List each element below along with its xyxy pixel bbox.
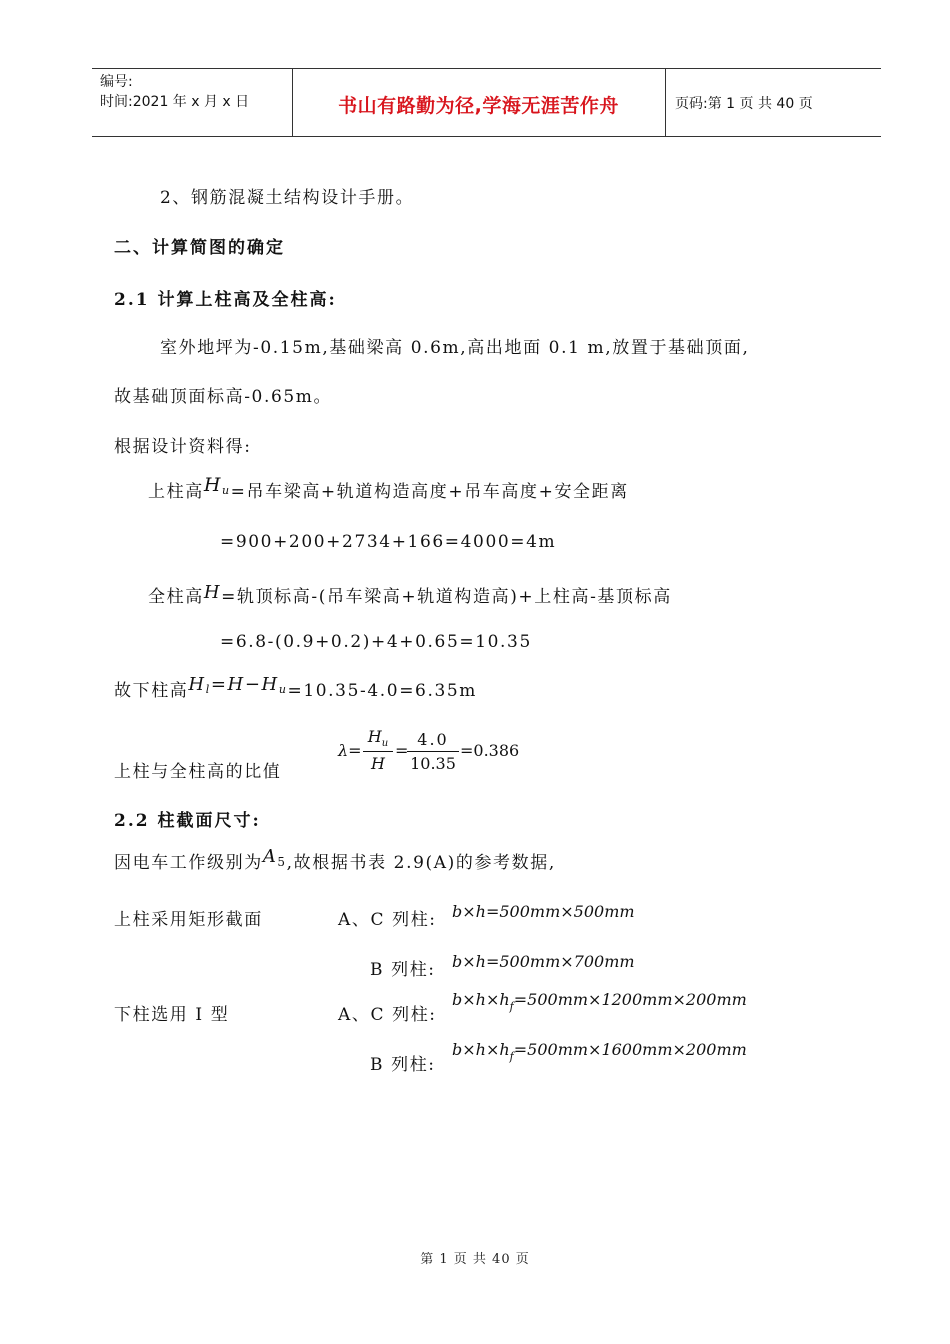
formula-label: 全柱高 — [148, 587, 204, 607]
header-motto: 书山有路勤为径,学海无涯苦作舟 — [338, 95, 619, 117]
header-time: 时间:2021 年 x 月 x 日 — [100, 94, 250, 110]
dimension-value: $b\times h\times h_f=500mm\times 1600mm\times 200mm$ — [452, 1040, 747, 1063]
fraction-denominator: H — [371, 754, 385, 773]
math-expression: =H−H — [210, 674, 279, 695]
upper-column-label: 上柱采用矩形截面 — [114, 910, 263, 930]
ratio-fraction-numeric — [407, 730, 459, 776]
subsection-heading-2-2: 2.2 柱截面尺寸: — [114, 811, 261, 831]
header-meta — [100, 72, 249, 112]
column-group-label: A、C 列柱: — [338, 1005, 437, 1025]
formula-label: 故下柱高 — [114, 681, 189, 701]
ratio-fraction-symbolic — [363, 727, 393, 775]
reference-item-2: 2、钢筋混凝土结构设计手册。 — [160, 188, 415, 208]
header-number: 编号: — [100, 74, 133, 90]
ratio-result: =0.386 — [460, 741, 520, 760]
ratio-equals: = — [395, 741, 409, 760]
column-group-label: B 列柱: — [370, 1055, 436, 1075]
math-subscript: l — [205, 683, 211, 696]
page-footer: 第 1 页 共 40 页 — [420, 1252, 530, 1267]
formula-upper-height — [148, 474, 629, 502]
paragraph-line: 因电车工作级别为A5,故根据书表 2.9(A)的参考数据, — [114, 846, 556, 873]
fraction-denominator: 10.35 — [410, 754, 456, 773]
ratio-label: 上柱与全柱高的比值 — [114, 762, 282, 782]
math-subscript: u — [221, 484, 231, 497]
paragraph-line: 根据设计资料得: — [114, 437, 252, 457]
page-header — [92, 68, 881, 137]
paragraph-line: 室外地坪为-0.15m,基础梁高 0.6m,高出地面 0.1 m,放置于基础顶面, — [160, 338, 750, 358]
math-symbol: H — [203, 582, 222, 603]
ratio-lambda: λ= — [338, 741, 362, 760]
column-group-label: B 列柱: — [370, 960, 436, 980]
formula-rhs: =轨顶标高-(吊车梁高+轨道构造高)+上柱高-基顶标高 — [221, 587, 672, 607]
formula-label: 上柱高 — [148, 482, 204, 502]
formula-rhs: =吊车梁高+轨道构造高度+吊车高度+安全距离 — [230, 482, 629, 502]
subsection-heading-2-1: 2.1 计算上柱高及全柱高: — [114, 290, 337, 310]
math-subscript: 5 — [277, 855, 287, 869]
column-group-label: A、C 列柱: — [338, 910, 437, 930]
dimension-value: b×h=500mm×500mm — [452, 902, 635, 921]
dimension-value: b×h=500mm×700mm — [452, 952, 635, 971]
dimension-value: $b\times h\times h_f=500mm\times 1200mm\times 200mm$ — [452, 990, 747, 1013]
math-symbol: A — [262, 846, 278, 867]
paragraph-line: 故基础顶面标高-0.65m。 — [114, 387, 333, 407]
fraction-numerator: $H_u$ — [367, 727, 389, 749]
fraction-numerator: 4.0 — [417, 730, 449, 749]
header-divider — [665, 69, 666, 136]
formula-upper-calc: =900+200+2734+166=4000=4m — [220, 532, 557, 552]
math-symbol: H — [203, 474, 222, 496]
math-subscript: u — [278, 683, 288, 696]
lower-column-label: 下柱选用 I 型 — [114, 1005, 230, 1025]
formula-full-calc: =6.8-(0.9+0.2)+4+0.65=10.35 — [220, 632, 532, 652]
fraction-bar — [407, 751, 459, 752]
formula-full-height — [148, 582, 672, 607]
header-page-number: 页码:第 1 页 共 40 页 — [675, 96, 813, 112]
section-heading: 二、计算简图的确定 — [114, 238, 285, 258]
math-symbol: H — [188, 674, 206, 695]
formula-lower-height — [114, 676, 477, 701]
fraction-bar — [363, 751, 393, 752]
formula-calc: =10.35-4.0=6.35m — [287, 681, 478, 701]
